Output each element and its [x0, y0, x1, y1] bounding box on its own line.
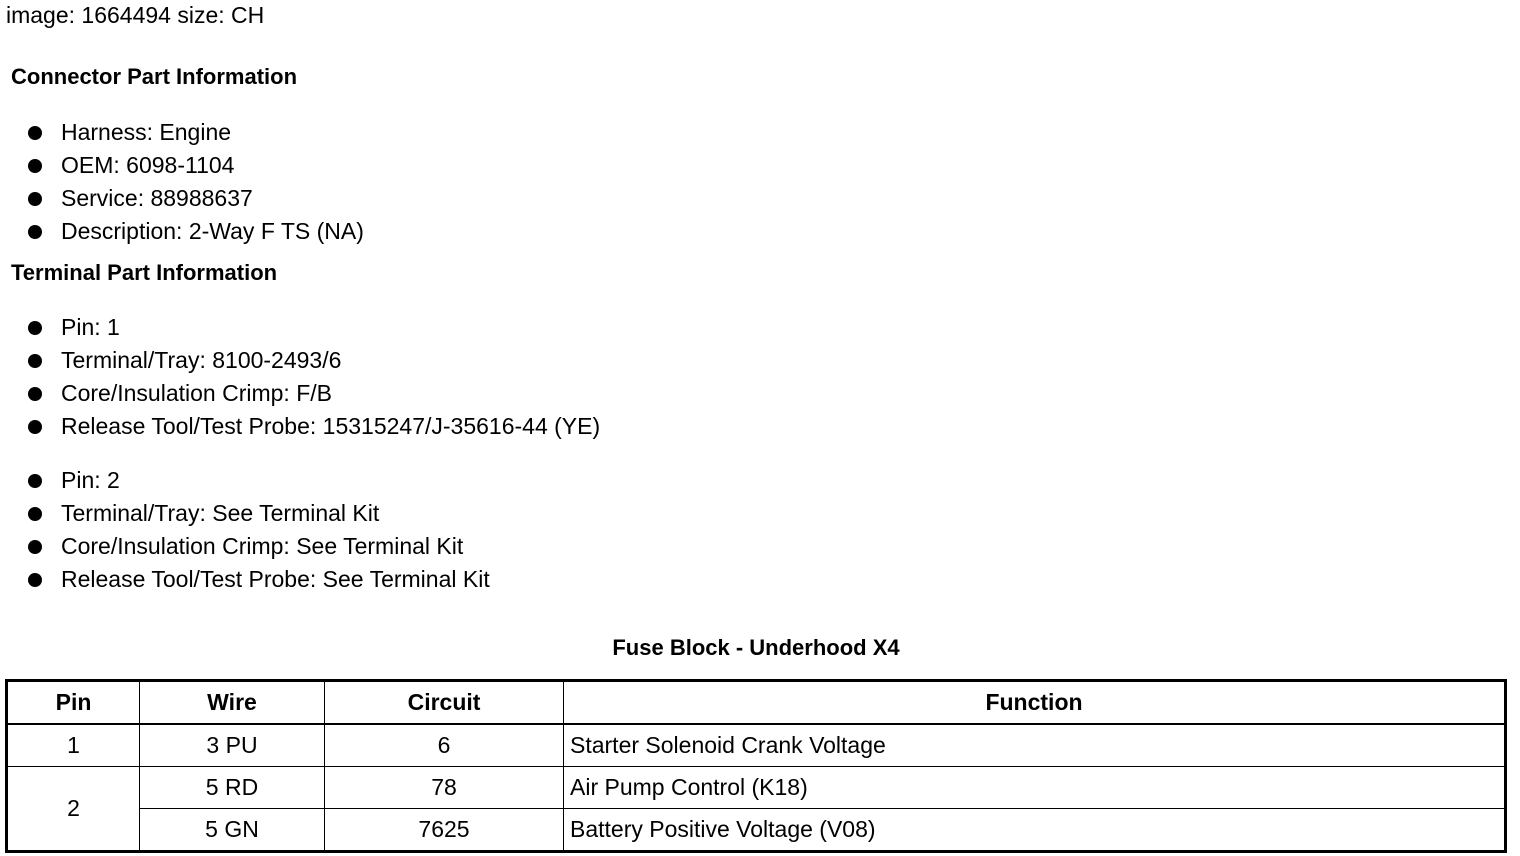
list-item-text: Service: 88988637	[61, 185, 253, 211]
function-cell: Starter Solenoid Crank Voltage	[564, 724, 1506, 767]
bullet-icon	[28, 387, 42, 401]
list-item	[28, 497, 490, 530]
bullet-icon	[28, 159, 42, 173]
list-item	[28, 311, 600, 344]
table-header-row	[7, 681, 1506, 725]
table-row	[7, 767, 1506, 809]
pin-cell: 1	[7, 724, 140, 767]
image-header-text: image: 1664494 size: CH	[6, 2, 265, 28]
column-header-function: Function	[564, 681, 1506, 725]
list-item-text: Terminal/Tray: See Terminal Kit	[61, 500, 380, 526]
bullet-icon	[28, 192, 42, 206]
list-item-text: Core/Insulation Crimp: F/B	[61, 380, 332, 406]
table-title: Fuse Block - Underhood X4	[612, 635, 900, 660]
list-item-text: Release Tool/Test Probe: See Terminal Kit	[61, 566, 490, 592]
list-item	[28, 410, 600, 443]
connector-part-list	[28, 116, 364, 248]
terminal-pin1-list	[28, 311, 600, 443]
list-item-text: Pin: 2	[61, 467, 120, 493]
wire-cell: 3 PU	[140, 724, 325, 767]
circuit-cell: 78	[325, 767, 564, 809]
list-item-text: Release Tool/Test Probe: 15315247/J-35616-44 (YE)	[61, 413, 601, 439]
terminal-part-heading: Terminal Part Information	[11, 260, 278, 285]
list-item	[28, 563, 490, 596]
table-row	[7, 724, 1506, 767]
bullet-icon	[28, 354, 42, 368]
pinout-table	[5, 679, 1507, 853]
bullet-icon	[28, 321, 42, 335]
bullet-icon	[28, 474, 42, 488]
list-item-text: OEM: 6098-1104	[61, 152, 235, 178]
list-item-text: Description: 2-Way F TS (NA)	[61, 218, 364, 244]
bullet-icon	[28, 507, 42, 521]
list-item	[28, 116, 364, 149]
column-header-pin: Pin	[7, 681, 140, 725]
list-item	[28, 530, 490, 563]
list-item	[28, 215, 364, 248]
wire-cell: 5 RD	[140, 767, 325, 809]
bullet-icon	[28, 126, 42, 140]
connector-part-heading: Connector Part Information	[11, 64, 298, 89]
list-item	[28, 344, 600, 377]
bullet-icon	[28, 225, 42, 239]
list-item-text: Harness: Engine	[61, 119, 232, 145]
list-item	[28, 149, 364, 182]
list-item	[28, 464, 490, 497]
bullet-icon	[28, 540, 42, 554]
wire-cell: 5 GN	[140, 809, 325, 852]
function-cell: Air Pump Control (K18)	[564, 767, 1506, 809]
terminal-pin2-list	[28, 464, 490, 596]
bullet-icon	[28, 573, 42, 587]
pin-cell: 2	[7, 767, 140, 852]
list-item-text: Core/Insulation Crimp: See Terminal Kit	[61, 533, 464, 559]
circuit-cell: 6	[325, 724, 564, 767]
function-cell: Battery Positive Voltage (V08)	[564, 809, 1506, 852]
bullet-icon	[28, 420, 42, 434]
circuit-cell: 7625	[325, 809, 564, 852]
column-header-circuit: Circuit	[325, 681, 564, 725]
list-item	[28, 182, 364, 215]
list-item-text: Terminal/Tray: 8100-2493/6	[61, 347, 342, 373]
list-item-text: Pin: 1	[61, 314, 120, 340]
list-item	[28, 377, 600, 410]
table-row	[7, 809, 1506, 852]
column-header-wire: Wire	[140, 681, 325, 725]
